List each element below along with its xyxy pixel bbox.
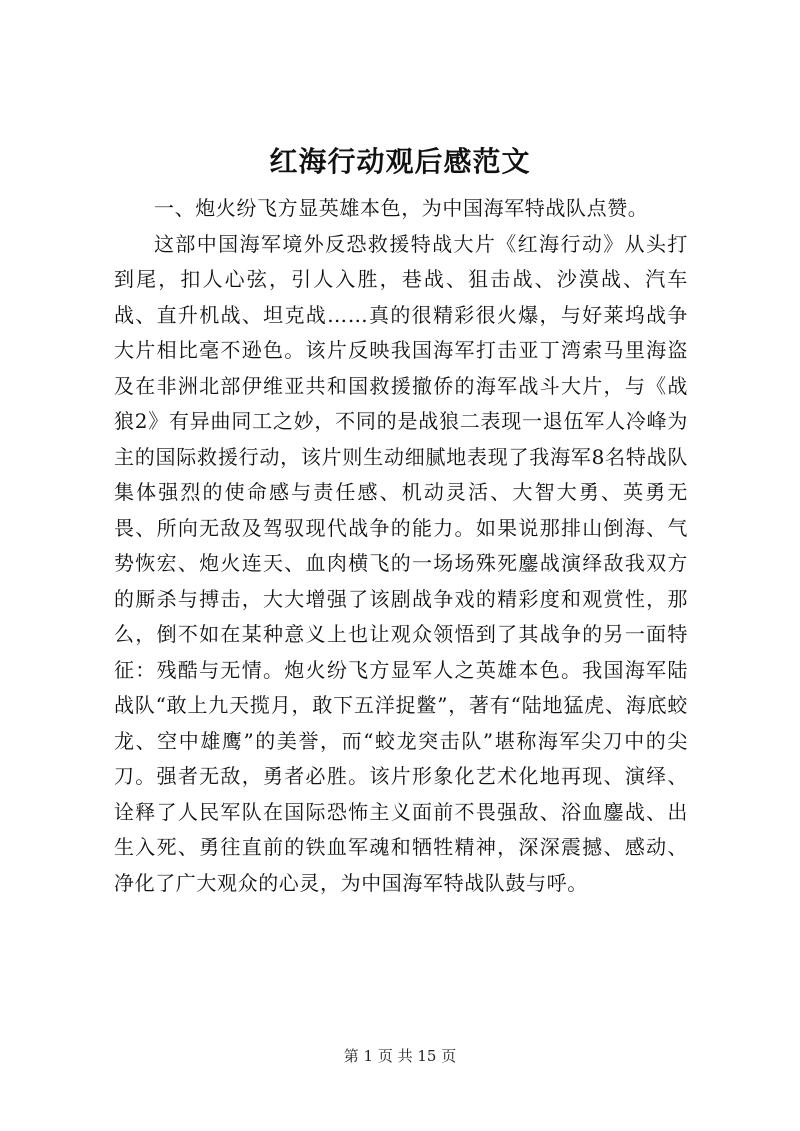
document-title: 红海行动观后感范文 bbox=[269, 145, 531, 178]
section-heading: 一、炮火纷飞方显英雄本色，为中国海军特战队点赞。 bbox=[154, 196, 649, 220]
page-number-footer: 第 1 页 共 15 页 bbox=[343, 1047, 457, 1065]
document-body bbox=[114, 191, 688, 901]
body-paragraph: 这部中国海军境外反恐救援特战大片《红海行动》从头打到尾，扣人心弦，引人入胜，巷战、狙击战、沙漠战、汽车战、直升机战、坦克战……真的很精彩很火爆，与好莱坞战争大片相比毫不逊色。该片反映我国海军打击亚丁湾索马里海盗及在非洲北部伊维亚共和国救援撤侨的海军战斗大片，与《战狼2》有异曲同工之妙，不同的是战狼二表现一退伍军人冷峰为主的国际救援行动，该片则生动细腻地表现了我海军8名特战队集体强烈的使命感与责任感、机动灵活、大智大勇、英勇无畏、所向无敌及驾驭现代战争的能力。如果说那排山倒海、气势恢宏、炮火连天、血肉横飞的一场场殊死鏖战演绎敌我双方的厮杀与搏击，大大增强了该剧战争戏的精彩度和观赏性，那么，倒不如在某种意义上也让观众领悟到了其战争的另一面特征：残酷与无情。炮火纷飞方显军人之英雄本色。我国海军陆战队“敢上九天揽月，敢下五洋捉鳖”，著有“陆地猛虎、海底蛟龙、空中雄鹰”的美誉，而“蛟龙突击队”堪称海军尖刀中的尖刀。强者无敌，勇者必胜。该片形象化艺术化地再现、演绎、诠释了人民军队在国际恐怖主义面前不畏强敌、浴血鏖战、出生入死、勇往直前的铁血军魂和牺牲精神，深深震撼、感动、净化了广大观众的心灵，为中国海军特战队鼓与呼。 bbox=[114, 231, 688, 895]
